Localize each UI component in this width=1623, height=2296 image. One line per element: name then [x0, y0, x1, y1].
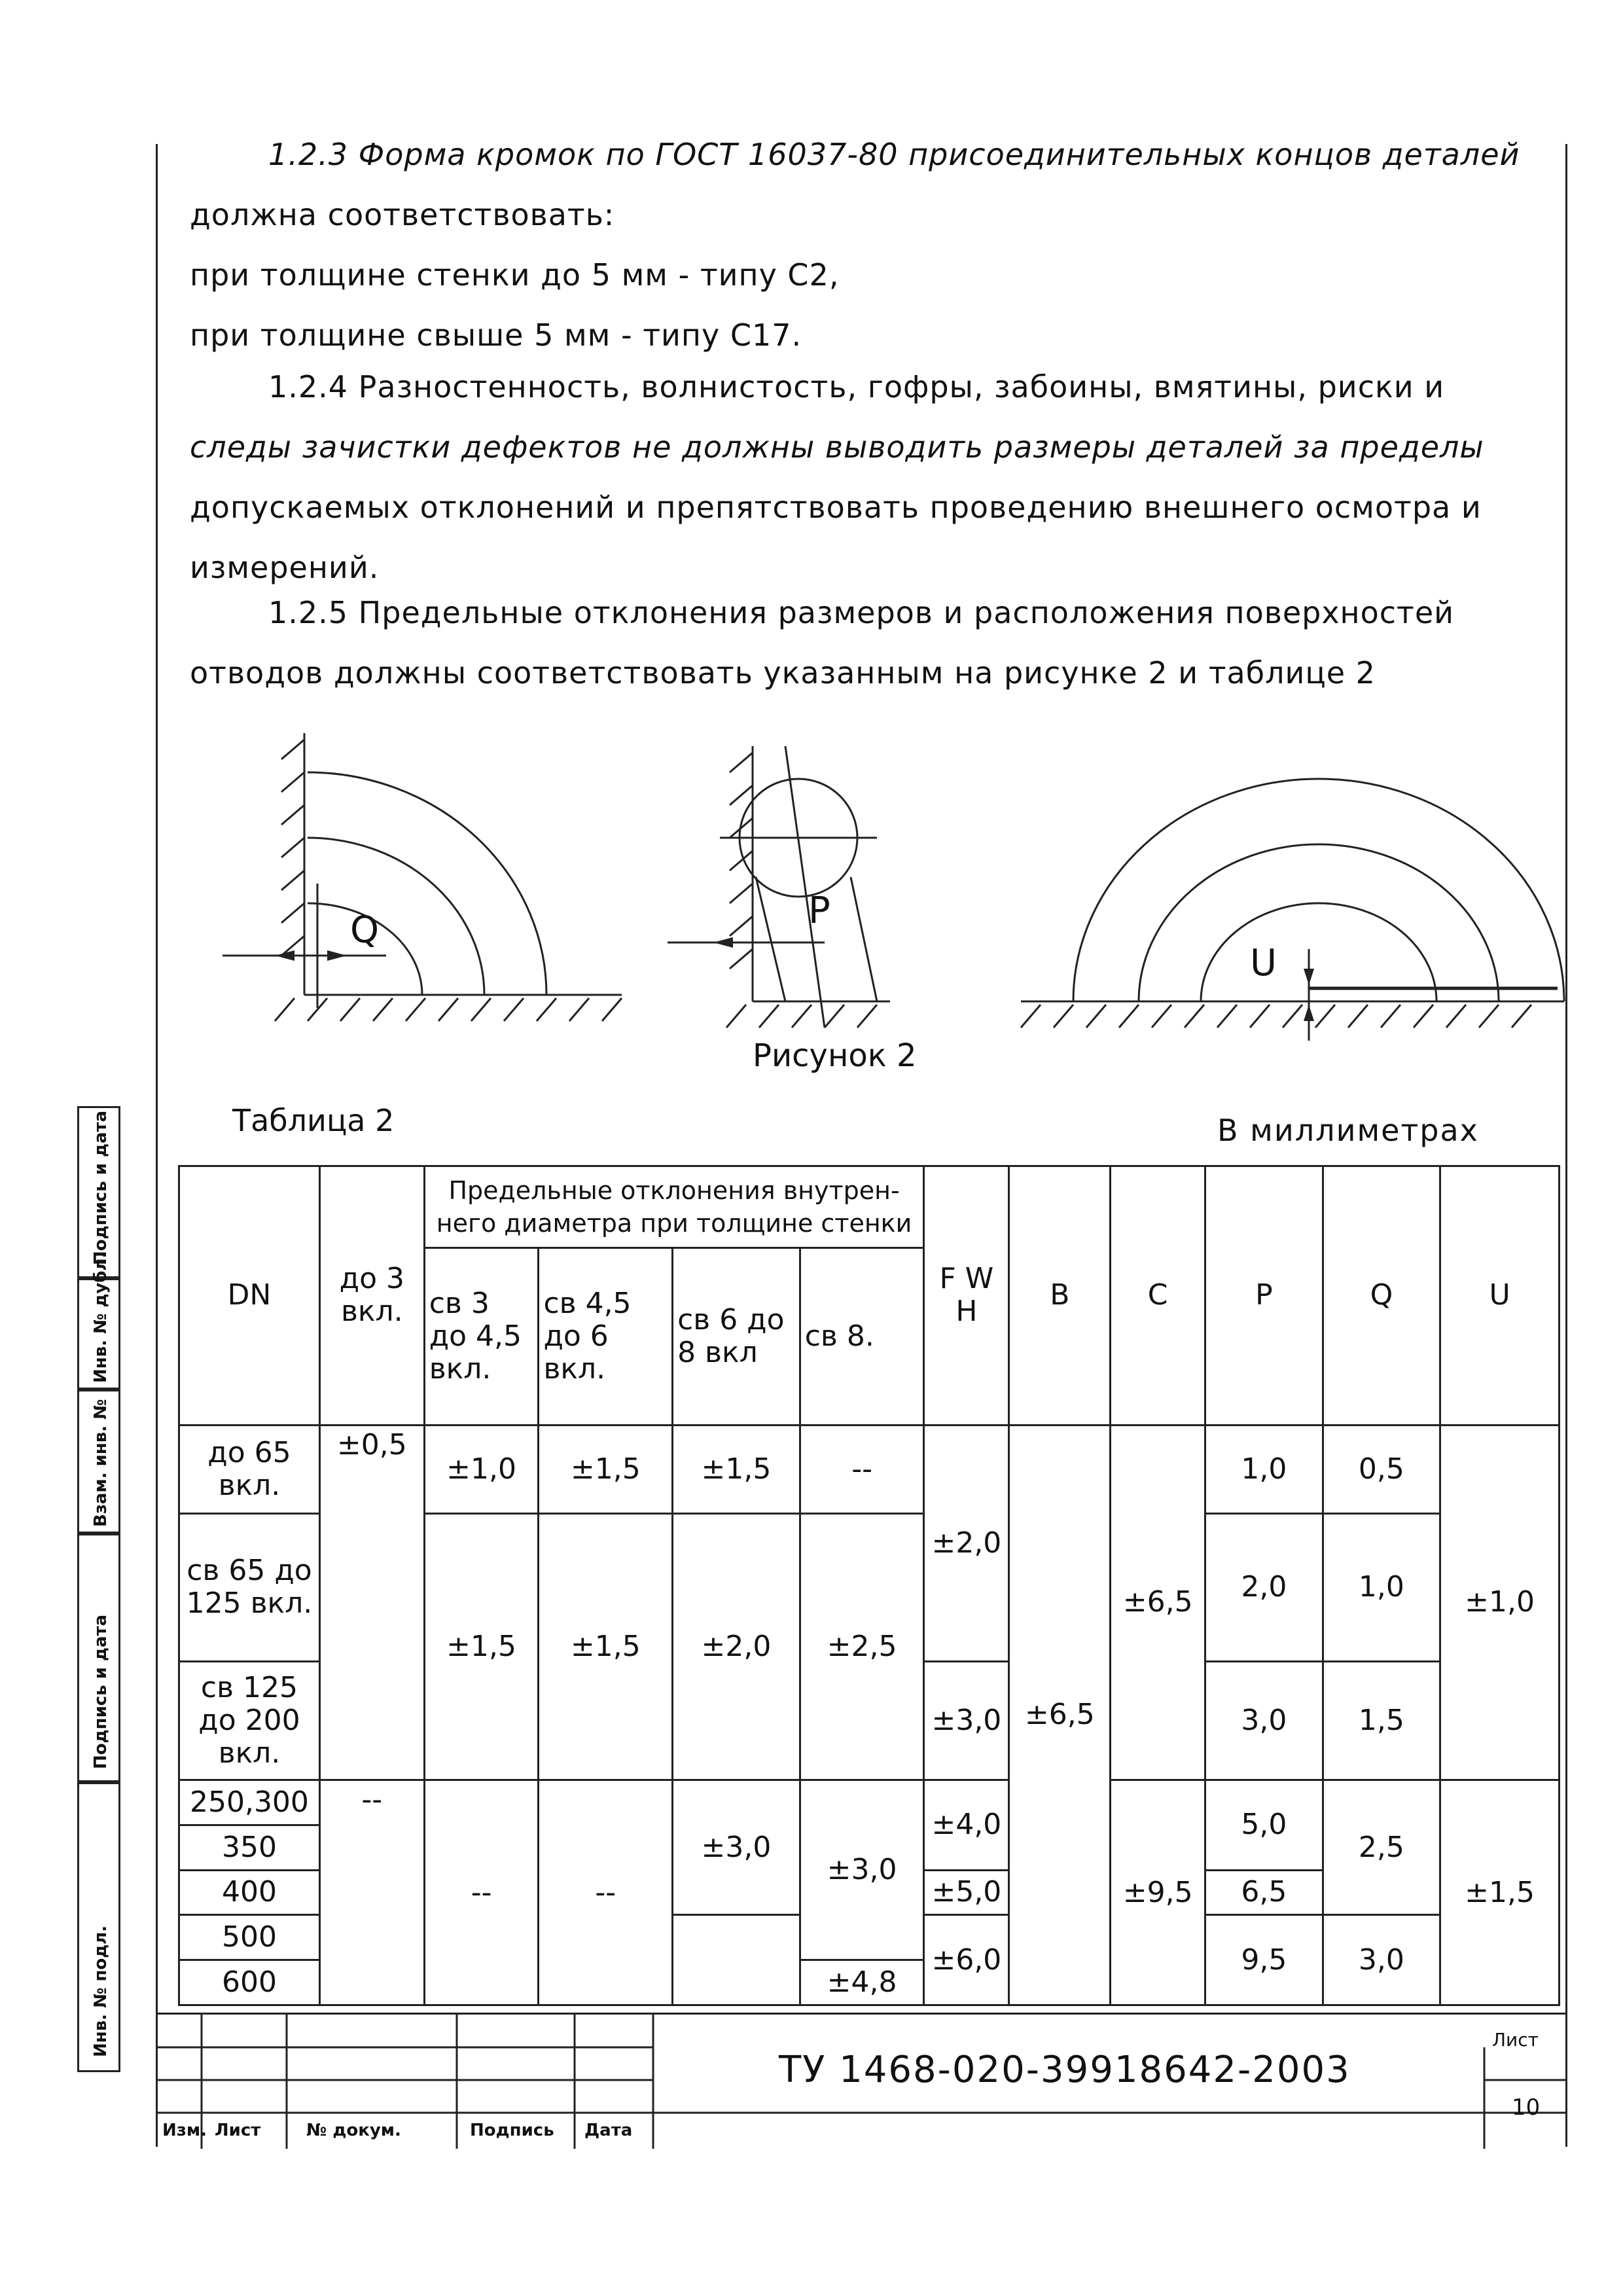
side-label: Взам. инв. № [91, 1399, 111, 1527]
header-c: C [1111, 1166, 1205, 1426]
table-cell-dn: 400 [179, 1870, 320, 1915]
elbow-mid-arc [308, 838, 484, 995]
page-frame-left [156, 144, 158, 2147]
arrow-icon [327, 950, 347, 961]
header-p: P [1205, 1166, 1323, 1426]
table-cell: ±3,0 [800, 1780, 924, 1960]
table-cell: ±1,5 [539, 1514, 673, 1780]
table-cell: 2,5 [1323, 1780, 1440, 1915]
page-frame-right [1565, 144, 1567, 2147]
table-cell-dn: 250,300 [179, 1780, 320, 1825]
table-cell: 1,0 [1205, 1425, 1323, 1513]
arrow-icon [1304, 1005, 1314, 1021]
table-cell: ±1,5 [539, 1425, 673, 1513]
table-cell-dn: св 125 до 200 вкл. [179, 1661, 320, 1780]
text-line: 1.2.3 Форма кромок по ГОСТ 16037-80 присоединительных концов деталей [268, 137, 1520, 172]
floor-hatch-2 [726, 1005, 877, 1028]
table-cell: 3,0 [1205, 1661, 1323, 1780]
tb-data: Дата [584, 2121, 633, 2140]
header-do3: до 3 вкл. [319, 1166, 424, 1426]
text-line: 1.2.5 Предельные отклонения размеров и расположения поверхностей [268, 595, 1455, 630]
half-ring-mid [1139, 844, 1499, 1001]
table-cell: ±4,8 [800, 1960, 924, 2005]
header-fwh: F W H [924, 1166, 1009, 1426]
table-cell: 3,0 [1323, 1915, 1440, 2005]
label-u: U [1250, 942, 1277, 984]
table-cell: ±2,0 [673, 1514, 800, 1780]
table-cell [673, 1915, 800, 2005]
paragraph-1-2-5 [190, 583, 1538, 703]
table-cell-dn: 600 [179, 1960, 320, 2005]
header-sv3: св 3 до 4,5 вкл. [424, 1248, 539, 1426]
table-cell: ±1,0 [424, 1425, 539, 1513]
header-sv6: св 6 до 8 вкл [673, 1248, 800, 1426]
table-cell: ±1,5 [673, 1425, 800, 1513]
table-cell: 9,5 [1205, 1915, 1323, 2005]
text-line: должна соответствовать: [190, 197, 615, 232]
table-cell: 1,0 [1323, 1514, 1440, 1662]
side-label: Подпись и дата [91, 1110, 111, 1265]
table-cell: -- [539, 1780, 673, 2005]
table-cell: ±3,0 [924, 1661, 1009, 1780]
header-u: U [1440, 1166, 1560, 1426]
floor-hatch-3 [1021, 1005, 1531, 1028]
wall-hatch [281, 740, 304, 956]
side-field [77, 1780, 120, 2072]
figure-2-drawing [196, 720, 1571, 1047]
table-cell: -- [424, 1780, 539, 2005]
table-cell: -- [800, 1425, 924, 1513]
text-line: при толщине свыше 5 мм - типу С17. [190, 317, 802, 353]
table-cell: ±1,0 [1440, 1425, 1560, 1780]
table-cell: 5,0 [1205, 1780, 1323, 1871]
header-group: Предельные отклонения внутрен-него диаметра при толщине стенки [424, 1166, 924, 1248]
floor-hatch [275, 998, 622, 1021]
table-cell: ±6,0 [924, 1915, 1009, 2005]
text-line: следы зачистки дефектов не должны выводить размеры деталей за пределы [190, 429, 1484, 465]
label-q: Q [350, 909, 380, 952]
table-cell: ±0,5 [319, 1425, 424, 1780]
table-cell: -- [319, 1780, 424, 2005]
text-line: при толщине стенки до 5 мм - типу С2, [190, 257, 840, 293]
table-units: В миллиметрах [1217, 1113, 1479, 1148]
tb-list: Лист [215, 2121, 261, 2140]
header-b: B [1009, 1166, 1111, 1426]
table-cell-dn: до 65 вкл. [179, 1425, 320, 1513]
tolerance-table [178, 1165, 1560, 2006]
table-cell-dn: 350 [179, 1825, 320, 1870]
paragraph-1-2-3 [190, 124, 1538, 365]
half-ring-outer [1073, 779, 1564, 1001]
side-field [77, 1532, 120, 1784]
table-cell: ±3,0 [673, 1780, 800, 1915]
table-cell-dn: 500 [179, 1915, 320, 1960]
table-cell: ±2,0 [924, 1425, 1009, 1661]
table-cell: 6,5 [1205, 1870, 1323, 1915]
table-cell: 2,0 [1205, 1514, 1323, 1662]
table-cell: ±4,0 [924, 1780, 1009, 1871]
text-line: 1.2.4 Разностенность, волнистость, гофры, забоины, вмятины, риски и [268, 369, 1445, 404]
tb-podpis: Подпись [470, 2121, 554, 2140]
table-cell: ±6,5 [1009, 1425, 1111, 2005]
table-cell: ±6,5 [1111, 1425, 1205, 1780]
table-title: Таблица 2 [232, 1103, 395, 1138]
text-line: измерений. [190, 550, 380, 585]
table-cell: ±1,5 [424, 1514, 539, 1780]
table-cell: 0,5 [1323, 1425, 1440, 1513]
side-label: Инв. № подл. [91, 1925, 111, 2057]
label-p: P [808, 889, 830, 932]
paragraph-1-2-4 [190, 357, 1538, 598]
side-field [77, 1251, 120, 1391]
side-label: Инв. № дубл. [91, 1251, 111, 1383]
wall-hatch-2 [730, 753, 753, 969]
table-cell: 1,5 [1323, 1661, 1440, 1780]
tb-izm: Изм. [162, 2121, 207, 2140]
arrow-icon [1304, 969, 1314, 985]
sheet-number: 10 [1512, 2094, 1541, 2121]
table-cell: ±1,5 [1440, 1780, 1560, 2005]
header-sv8: св 8. [800, 1248, 924, 1426]
header-q: Q [1323, 1166, 1440, 1426]
document-code: ТУ 1468-020-39918642-2003 [779, 2049, 1351, 2091]
tb-doc: № докум. [306, 2121, 401, 2140]
sheet-label: Лист [1492, 2029, 1539, 2051]
axis-line [785, 746, 825, 1028]
table-cell: ±5,0 [924, 1870, 1009, 1915]
table-cell: ±2,5 [800, 1514, 924, 1780]
side-label: Подпись и дата [91, 1614, 111, 1769]
table-cell: ±9,5 [1111, 1780, 1205, 2005]
header-sv45: св 4,5 до 6 вкл. [539, 1248, 673, 1426]
text-line: допускаемых отклонений и препятствовать проведению внешнего осмотра и [190, 490, 1482, 525]
text-line: отводов должны соответствовать указанным на рисунке 2 и таблице 2 [190, 655, 1376, 691]
elbow-outer-arc [308, 772, 546, 995]
figure-caption: Рисунок 2 [753, 1037, 917, 1074]
arrow-icon [713, 937, 733, 948]
table-cell-dn: св 65 до 125 вкл. [179, 1514, 320, 1662]
header-dn: DN [179, 1166, 320, 1426]
side-field [77, 1388, 120, 1535]
